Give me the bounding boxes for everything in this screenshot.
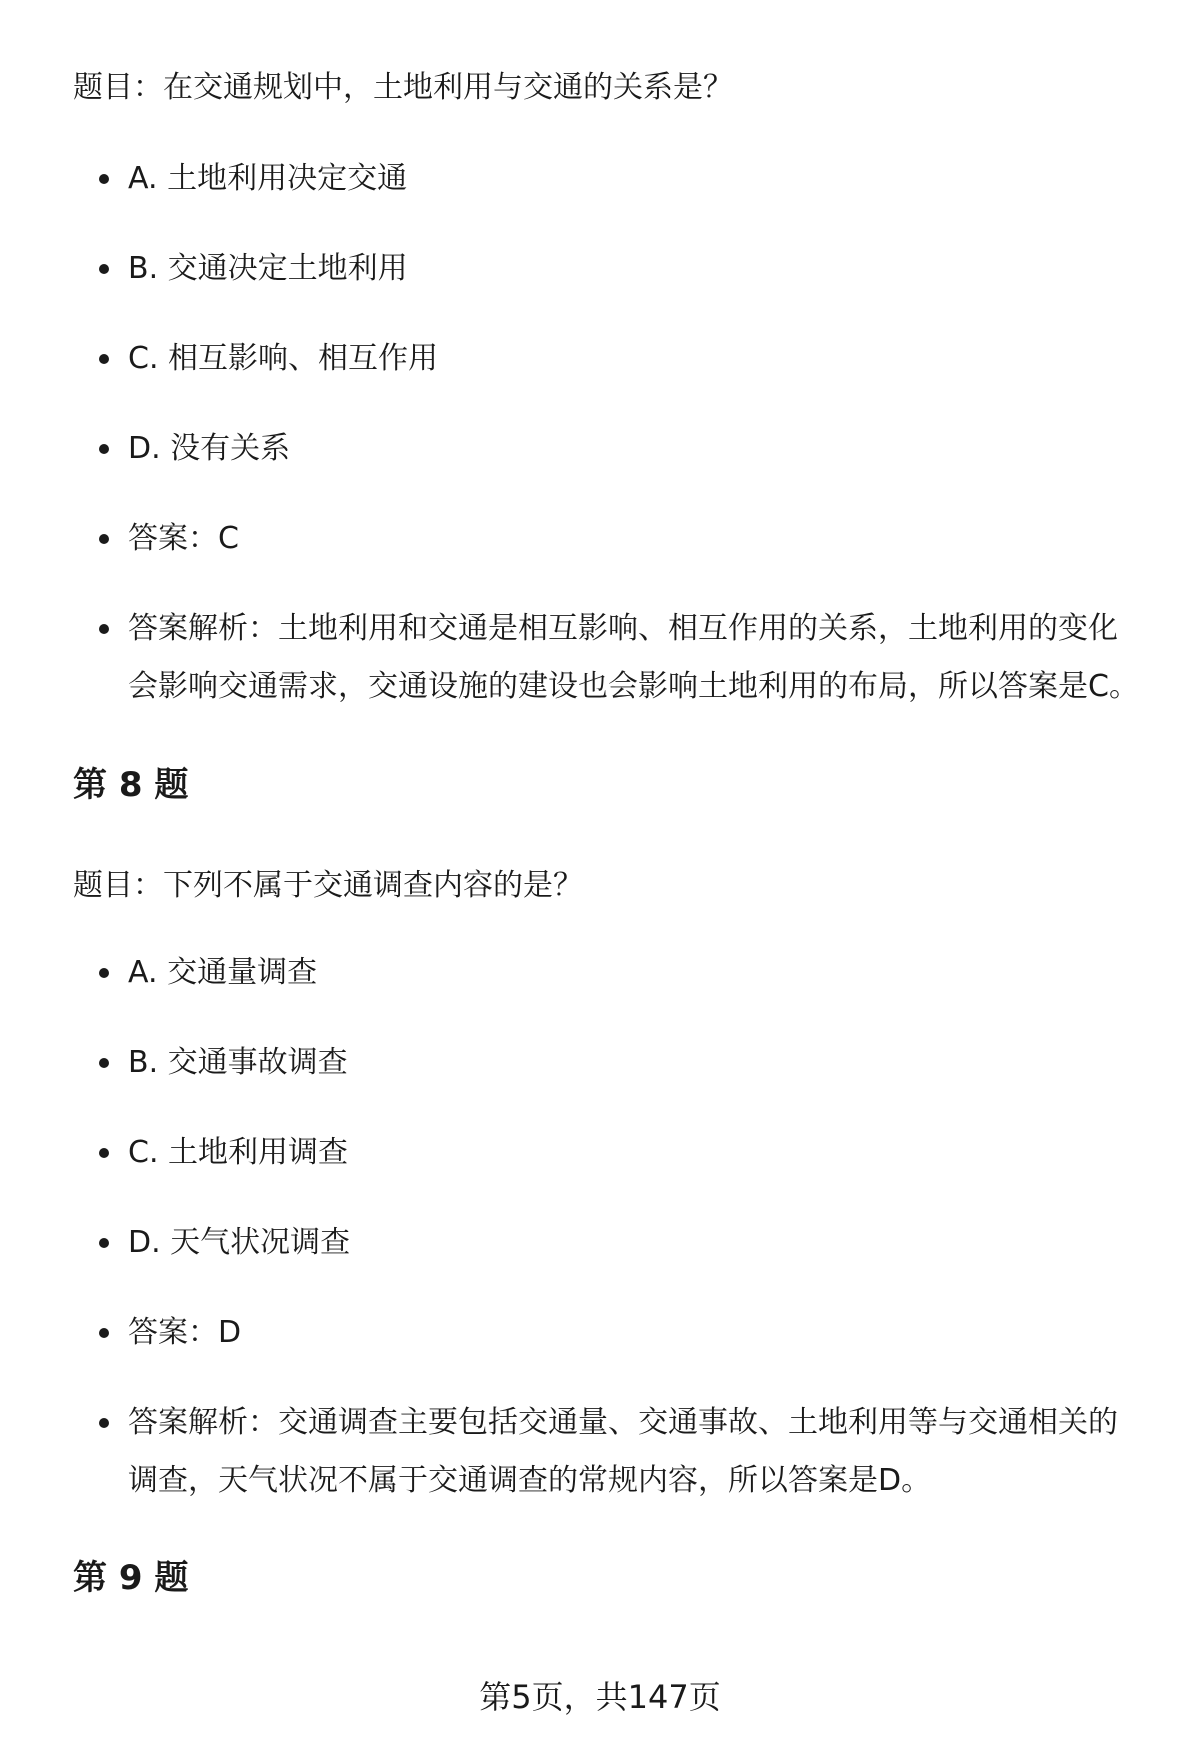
- question-8-text: 题目：下列不属于交通调查内容的是？: [73, 868, 583, 903]
- question-7-text: 题目：在交通规划中，土地利用与交通的关系是？: [73, 70, 733, 105]
- option-b: B. 交通事故调查: [128, 1034, 1140, 1092]
- question-9-heading: 第 9 题: [73, 1558, 189, 1598]
- answer: 答案：D: [128, 1304, 1140, 1362]
- option-d: D. 天气状况调查: [128, 1214, 1140, 1272]
- option-a: A. 土地利用决定交通: [128, 150, 1140, 208]
- answer-explanation: 答案解析：交通调查主要包括交通量、交通事故、土地利用等与交通相关的调查，天气状况不属于交通调查的常规内容，所以答案是D。: [128, 1394, 1140, 1510]
- option-c: C. 土地利用调查: [128, 1124, 1140, 1182]
- option-d: D. 没有关系: [128, 420, 1140, 478]
- question-8-heading: 第 8 题: [73, 765, 189, 805]
- page-number: 第5页，共147页: [479, 1678, 721, 1716]
- answer: 答案：C: [128, 510, 1140, 568]
- option-c: C. 相互影响、相互作用: [128, 330, 1140, 388]
- option-a: A. 交通量调查: [128, 944, 1140, 1002]
- option-b: B. 交通决定土地利用: [128, 240, 1140, 298]
- answer-explanation: 答案解析：土地利用和交通是相互影响、相互作用的关系，土地利用的变化会影响交通需求，交通设施的建设也会影响土地利用的布局，所以答案是C。: [128, 600, 1140, 716]
